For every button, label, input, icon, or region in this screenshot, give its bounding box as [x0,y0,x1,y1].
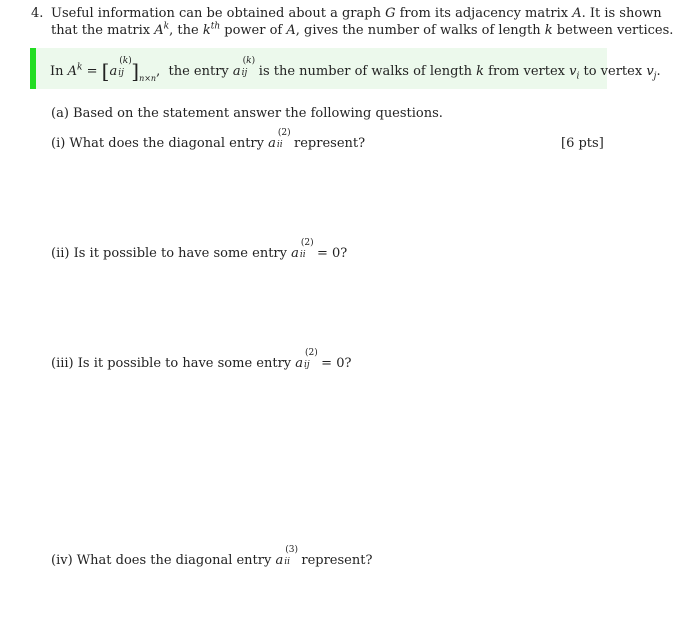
question-iii: (iii) Is it possible to have some entry a (2) ij = 0? [51,348,352,371]
highlight-box [30,48,661,89]
problem-number: 4. [31,6,44,21]
question-ii: (ii) Is it possible to have some entry a (2) ii = 0? [51,238,348,261]
points-badge: [6 pts] [561,136,604,151]
problem-text-line-2: that the matrix $A^k$, the $k^{th}$ power of A, gives the number of walks of length k between vertices. [51,21,673,38]
question-i: (i) What does the diagonal entry a (2) ii represent? [51,128,366,151]
question-iv: (iv) What does the diagonal entry a (3) ii represent? [51,545,373,568]
problem-text-line-1: Useful information can be obtained about a graph G from its adjacency matrix A. It is shown [51,6,662,21]
highlight-text: In $A^k = [a$ (k) ij ]$_{n\times n}$, the entry a (k) ij is the number of walks of length k from vertex $v_i$ to vertex $v_j$. [50,56,661,83]
part-a-intro: (a) Based on the statement answer the following questions. [51,106,443,121]
